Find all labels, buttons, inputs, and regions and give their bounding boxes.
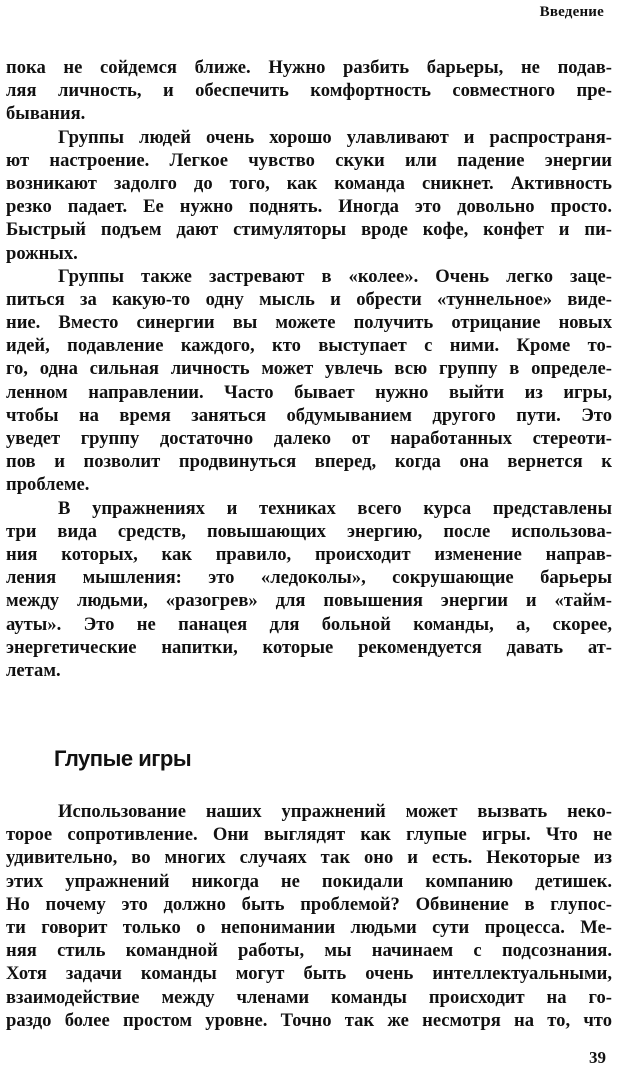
section-2-body xyxy=(6,800,612,1032)
text-line: ляя личность, и обеспечить комфортность совместного пре- xyxy=(6,80,612,102)
text-line: В упражнениях и техниках всего курса представлены xyxy=(58,497,612,519)
text-line: ние. Вместо синергии вы можете получить отрицание новых xyxy=(6,312,612,334)
text-line: торое сопротивление. Они выглядят как глупые игры. Что не xyxy=(6,824,612,846)
text-line: летам. xyxy=(6,659,61,681)
text-line: Группы также застревают в «колее». Очень легко заце- xyxy=(58,265,612,287)
text-line: резко падает. Ее нужно поднять. Иногда это довольно просто. xyxy=(6,196,612,218)
text-line: пов и позволит продвинуться вперед, когда она вернется к xyxy=(6,451,612,473)
text-line: питься за какую-то одну мысль и обрести «туннельное» виде- xyxy=(6,288,612,310)
text-line: чтобы на время заняться обдумыванием другого пути. Это xyxy=(6,404,612,426)
text-line: бывания. xyxy=(6,103,86,125)
text-line: ния которых, как правило, происходит изменение направ- xyxy=(6,543,612,565)
text-line: взаимодействие между членами команды происходит на го- xyxy=(6,986,612,1008)
page-number: 39 xyxy=(589,1048,606,1067)
text-line: пока не сойдемся ближе. Нужно разбить барьеры, не подав- xyxy=(6,57,612,78)
section-heading: Глупые игры xyxy=(54,746,192,771)
text-line: няя стиль командной работы, мы начинаем с подсознания. xyxy=(6,940,612,962)
text-line: идей, подавление каждого, кто выступает с ними. Кроме то- xyxy=(6,335,612,357)
section-1-body xyxy=(6,56,612,682)
text-line: Использование наших упражнений может вызвать неко- xyxy=(58,801,612,822)
text-line: энергетические напитки, которые рекомендуется давать ат- xyxy=(6,636,612,658)
text-line: Группы людей очень хорошо улавливают и распространя- xyxy=(58,126,612,148)
text-line: возникают задолго до того, как команда сникнет. Активность xyxy=(6,172,612,194)
text-line: раздо более простом уровне. Точно так же несмотря на то, что xyxy=(6,1009,612,1031)
text-line: ют настроение. Легкое чувство скуки или падение энергии xyxy=(6,149,612,171)
text-line: между людьми, «разогрев» для повышения энергии и «тайм- xyxy=(6,590,612,612)
running-head: Введение xyxy=(539,4,604,20)
text-line: этих упражнений никогда не покидали компанию детишек. xyxy=(6,870,612,892)
text-line: Хотя задачи команды могут быть очень интеллектуальными, xyxy=(6,963,612,985)
text-line: го, одна сильная личность может увлечь всю группу в определе- xyxy=(6,358,612,380)
text-line: Быстрый подъем дают стимуляторы вроде кофе, конфет и пи- xyxy=(6,219,612,241)
text-line: три вида средств, повышающих энергию, после использова- xyxy=(6,520,612,542)
text-line: ти говорит только о непонимании людьми сути процесса. Ме- xyxy=(6,916,612,938)
text-line: удивительно, во многих случаях так оно и есть. Некоторые из xyxy=(6,847,612,869)
text-line: рожных. xyxy=(6,242,78,264)
text-line: ления мышления: это «ледоколы», сокрушающие барьеры xyxy=(6,567,612,589)
text-line: Но почему это должно быть проблемой? Обвинение в глупос- xyxy=(6,893,612,915)
text-line: ленном направлении. Часто бывает нужно выйти из игры, xyxy=(6,381,612,403)
text-line: проблеме. xyxy=(6,474,90,496)
text-line: ауты». Это не панацея для больной команды, а, скорее, xyxy=(6,613,612,635)
text-line: уведет группу достаточно далеко от наработанных стереоти- xyxy=(6,428,612,449)
